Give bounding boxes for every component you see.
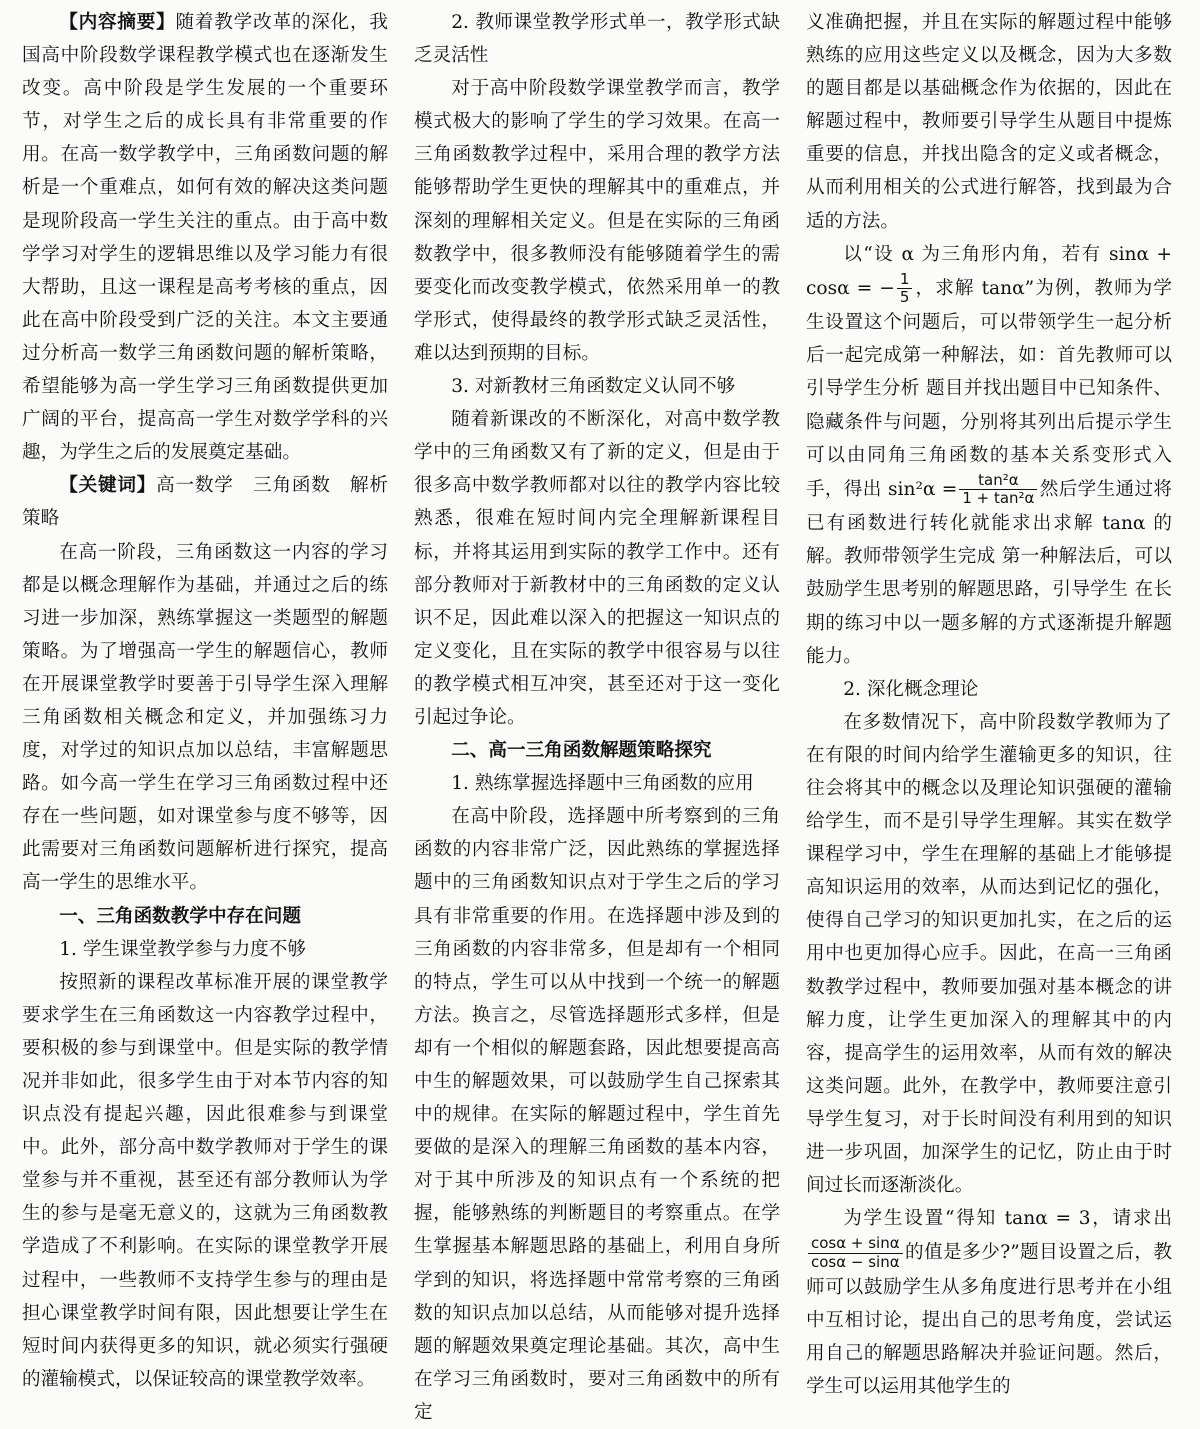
example-paragraph-1 [806, 238, 1172, 673]
keywords-text: 高一数学 三角函数 解析策略 [22, 475, 388, 530]
body-paragraph-continued: 义准确把握，并且在实际的解题过程中能够熟练的应用这些定义以及概念，因为大多数的题目都是以基础概念作为依据的，因此在解题过程中，教师要引导学生从题目中提炼重要的信息，并找出隐含的定义或者概念，从而利用相关的公式进行解答，找到最为合适的方法。 [806, 12, 1172, 232]
keywords-label: 【关键词】 [59, 475, 157, 497]
fraction-numerator: cosα + sinα [808, 1235, 903, 1253]
example-1-text-c: 然后学生通过将已有函数进行转化就能求出求解 tanα 的解。教师带领学生完成 第一种解法后，可以鼓励学生思考别的解题思路，引导学生 在长期的练习中以一题多解的方式逐渐提升解题能力。 [806, 478, 1172, 667]
keywords-paragraph [22, 469, 388, 535]
example-1-text-a: 以“设 α 为三角形内角，若有 sinα + cosα = − [806, 243, 1172, 299]
example-2-text-a: 为学生设置“得知 tanα = 3，请求出 [843, 1208, 1172, 1230]
section-heading-1: 一、三角函数教学中存在问题 [59, 905, 301, 927]
fraction-numerator: tan²α [959, 472, 1037, 490]
fraction-numerator: 1 [897, 271, 913, 289]
body-paragraph: 按照新的课程改革标准开展的课堂教学要求学生在三角函数这一内容教学过程中，要积极的参与到课堂中。但是实际的教学情况并非如此，很多学生由于对本节内容的知识点没有提起兴趣，因此很难参与到课堂中。此外，部分高中数学教师对于学生的课堂参与并不重视，甚至还有部分教师认为学生的参与是毫无意义的，这就为三角函数教学造成了不利影响。在实际的课堂教学开展过程中，一些教师不支持学生参与的理由是担心课堂教学时间有限，因此想要让学生在短时间内获得更多的知识，就必须实行强硬的灌输模式，以保证较高的课堂教学效率。 [22, 971, 388, 1390]
body-paragraph: 在多数情况下，高中阶段数学教师为了在有限的时间内给学生灌输更多的知识，往往会将其中的概念以及理论知识强硬的灌输给学生，而不是引导学生理解。其实在数学课程学习中，学生在理解的基础上才能够提高知识运用的效率，从而达到记忆的强化，使得自己学习的知识更加扎实，在之后的运用中也更加得心应手。因此，在高一三角函数教学过程中，教师要加强对基本概念的讲解力度，让学生更加深入的理解其中的内容，提高学生的运用效率，从而有效的解决这类问题。此外，在教学中，教师要注意引导学生复习，对于长时间没有利用到的知识进一步巩固，加深学生的记忆，防止由于时间过长而逐渐淡化。 [806, 711, 1172, 1197]
example-paragraph-2 [806, 1202, 1172, 1403]
subsection-heading-2-1: 1. 熟练掌握选择题中三角函数的应用 [451, 773, 754, 795]
fraction-denominator: 5 [899, 288, 910, 306]
intro-paragraph: 在高一阶段，三角函数这一内容的学习都是以概念理解作为基础，并通过之后的练习进一步加深，熟练掌握这一类题型的解题策略。为了增强高一学生的解题信心，教师在开展课堂教学时要善于引导学生深入理解三角函数相关概念和定义，并加强练习力度，对学过的知识点加以总结，丰富解题思路。如今高一学生在学习三角函数过程中还存在一些问题，如对课堂参与度不够等，因此需要对三角函数问题解析进行探究，提高高一学生的思维水平。 [22, 541, 388, 894]
column-1 [22, 6, 388, 1429]
fraction-one-fifth [897, 271, 913, 307]
subsection-heading-1-3: 3. 对新教材三角函数定义认同不够 [451, 376, 736, 398]
subsection-heading-1-2: 2. 教师课堂教学形式单一，教学形式缺乏灵活性 [414, 12, 780, 67]
body-paragraph: 对于高中阶段数学课堂教学而言，教学模式极大的影响了学生的学习效果。在高一三角函数教学过程中，采用合理的教学方法能够帮助学生更快的理解其中的重难点，并深刻的理解相关定义。但是在实际的三角函数教学中，很多教师没有能够随着学生的需要变化而改变教学模式，依然采用单一的教学形式，使得最终的教学形式缺乏灵活性，难以达到预期的目标。 [414, 78, 780, 364]
example-2-text-b: 的值是多少?”题目设置之后，教师可以鼓励学生从多角度进行思考并在小组中互相讨论，提出自己的思考角度，尝试运用自己的解题思路解决并验证问题。然后，学生可以运用其他学生的 [806, 1242, 1172, 1398]
fraction-cos-sin [808, 1235, 903, 1271]
fraction-denominator: cosα − sinα [811, 1252, 900, 1271]
column-3 [806, 6, 1172, 1429]
body-paragraph: 在高中阶段，选择题中所考察到的三角函数的内容非常广泛，因此熟练的掌握选择题中的三角函数知识点对于学生之后的学习具有非常重要的作用。在选择题中涉及到的三角函数的内容非常多，但是却有一个相同的特点，学生可以从中找到一个统一的解题方法。换言之，尽管选择题形式多样，但是却有一个相似的解题套路，因此想要提高高中生的解题效果，可以鼓励学生自己探索其中的规律。在实际的解题过程中，学生首先要做的是深入的理解三角函数的基本内容，对于其中所涉及的知识点有一个系统的把握，能够熟练的判断题目的考察重点。在学生掌握基本解题思路的基础上，利用自身所学到的知识，将选择题中常常考察的三角函数的知识点加以总结，从而能够对提升选择题的解题效果奠定理论基础。其次，高中生在学习三角函数时，要对三角函数中的所有定 [414, 806, 780, 1423]
fraction-denominator: 1 + tan²α [962, 488, 1035, 507]
abstract-label: 【内容摘要】 [59, 12, 176, 33]
column-2 [414, 6, 780, 1429]
example-1-text-b: ，求解 tanα”为例，教师为学生设置这个问题后，可以带领学生一起分析后一起完成第一种解法，如：首先教师可以引导学生分析 题目并找出题目中已知条件、隐藏条件与问题，分别将其列出后提示学生可以由同角三角函数的基本关系变形式入手，得出 sin²α = [806, 277, 1172, 500]
subsection-heading-2-2: 2. 深化概念理论 [843, 678, 979, 700]
subsection-heading-1-1: 1. 学生课堂教学参与力度不够 [59, 938, 306, 960]
section-heading-2: 二、高一三角函数解题策略探究 [451, 740, 712, 762]
abstract-paragraph [22, 6, 388, 469]
fraction-tan-identity [959, 472, 1037, 508]
text-columns [22, 6, 1186, 1423]
body-paragraph: 随着新课改的不断深化，对高中数学教学中的三角函数又有了新的定义，但是由于很多高中数学教师都对以往的教学内容比较熟悉，很难在短时间内完全理解新课程目标，并将其运用到实际的教学工作中。还有部分教师对于新教材中的三角函数的定义认识不足，因此难以深入的把握这一知识点的定义变化，且在实际的教学中很容易与以往的教学模式相互冲突，甚至还对于这一变化引起过争论。 [414, 409, 780, 728]
abstract-text: 随着教学改革的深化，我国高中阶段数学课程教学模式也在逐渐发生改变。高中阶段是学生发展的一个重要环节，对学生之后的成长具有非常重要的作用。在高一数学教学中，三角函数问题的解析是一个重难点，如何有效的解决这类问题是现阶段高一学生关注的重点。由于高中数学学习对学生的逻辑思维以及学习能力有很大帮助，且这一课程是高考考核的重点，因此在高中阶段受到广泛的关注。本文主要通过分析高一数学三角函数问题的解析策略，希望能够为高一学生学习三角函数提供更加广阔的平台，提高高一学生对数学学科的兴趣，为学生之后的发展奠定基础。 [22, 12, 388, 464]
